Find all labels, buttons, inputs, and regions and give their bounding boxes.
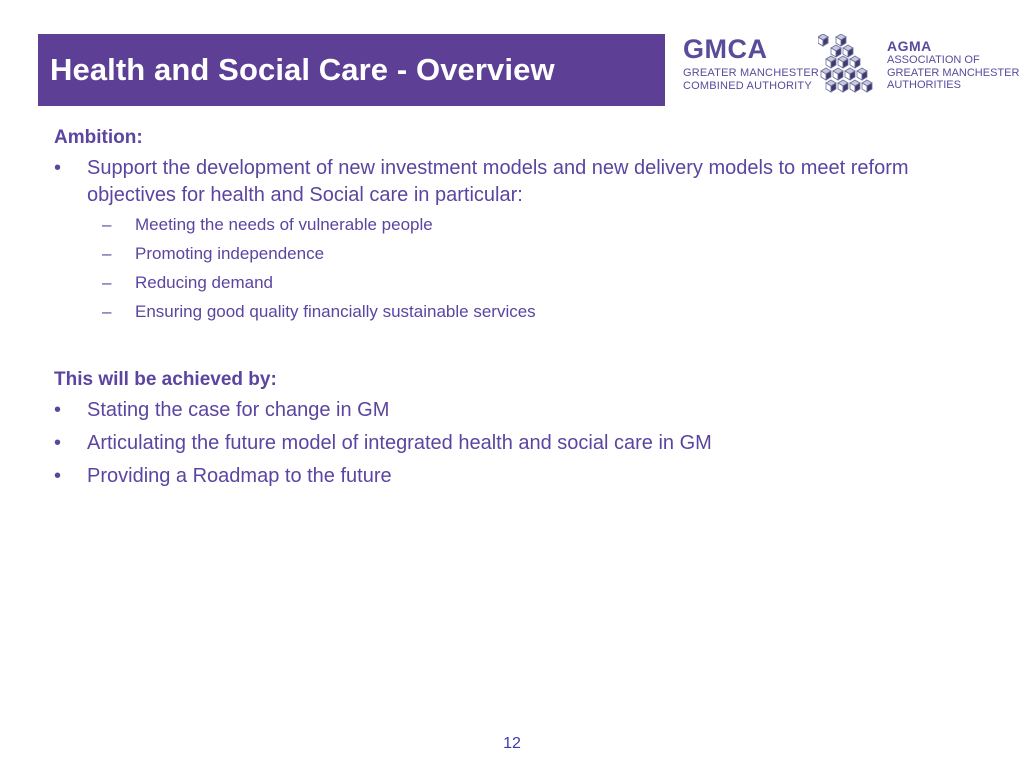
gmca-line-2: COMBINED AUTHORITY [683, 80, 812, 92]
achieved-bullet [54, 430, 994, 457]
bullet-icon: • [54, 432, 62, 454]
sub-item [84, 297, 994, 326]
sub-item-text: Ensuring good quality financially sustainable services [135, 302, 536, 321]
ambition-bullet [54, 155, 994, 326]
dash-icon: – [102, 215, 112, 234]
achieved-bullet [54, 397, 994, 424]
slide-body [54, 125, 994, 496]
bullet-icon: • [54, 157, 62, 179]
agma-logo-subtitle [887, 54, 1019, 92]
sub-item [84, 268, 994, 297]
page-number: 12 [503, 735, 521, 752]
achieved-bullet-text: Providing a Roadmap to the future [87, 465, 392, 487]
achieved-bullet-text: Stating the case for change in GM [87, 399, 390, 421]
agma-line-3: AUTHORITIES [887, 79, 961, 91]
title-bar [38, 34, 665, 106]
ambition-bullet-list [54, 155, 994, 326]
agma-logo-name: AGMA [887, 38, 932, 54]
slide-title: Health and Social Care - Overview [50, 52, 555, 87]
gmca-line-1: GREATER MANCHESTER [683, 67, 820, 79]
achieved-bullet-list [54, 397, 994, 490]
dash-icon: – [102, 273, 112, 292]
sub-item-text: Meeting the needs of vulnerable people [135, 215, 433, 234]
bullet-icon: • [54, 399, 62, 421]
dash-icon: – [102, 244, 112, 263]
achieved-bullet [54, 463, 994, 490]
bullet-icon: • [54, 465, 62, 487]
achieved-bullet-text: Articulating the future model of integrated health and social care in GM [87, 432, 712, 454]
sub-item [84, 210, 994, 239]
ambition-heading: Ambition: [54, 127, 143, 148]
section-spacer [54, 332, 994, 367]
ambition-bullet-text: Support the development of new investment models and new delivery models to meet reform objectives for health and Social care in particular: [87, 157, 909, 206]
agma-line-1: ASSOCIATION OF [887, 54, 980, 66]
ambition-sub-list [87, 210, 994, 326]
gmca-logo-subtitle [683, 67, 819, 93]
sub-item [84, 239, 994, 268]
achieved-heading: This will be achieved by: [54, 369, 277, 390]
sub-item-text: Promoting independence [135, 244, 325, 263]
dash-icon: – [102, 302, 112, 321]
gmca-logo-name: GMCA [683, 34, 768, 64]
logo-area [680, 34, 1020, 98]
cubes-logo-icon [818, 34, 878, 96]
agma-line-2: GREATER MANCHESTER [887, 66, 1020, 79]
sub-item-text: Reducing demand [135, 273, 273, 292]
